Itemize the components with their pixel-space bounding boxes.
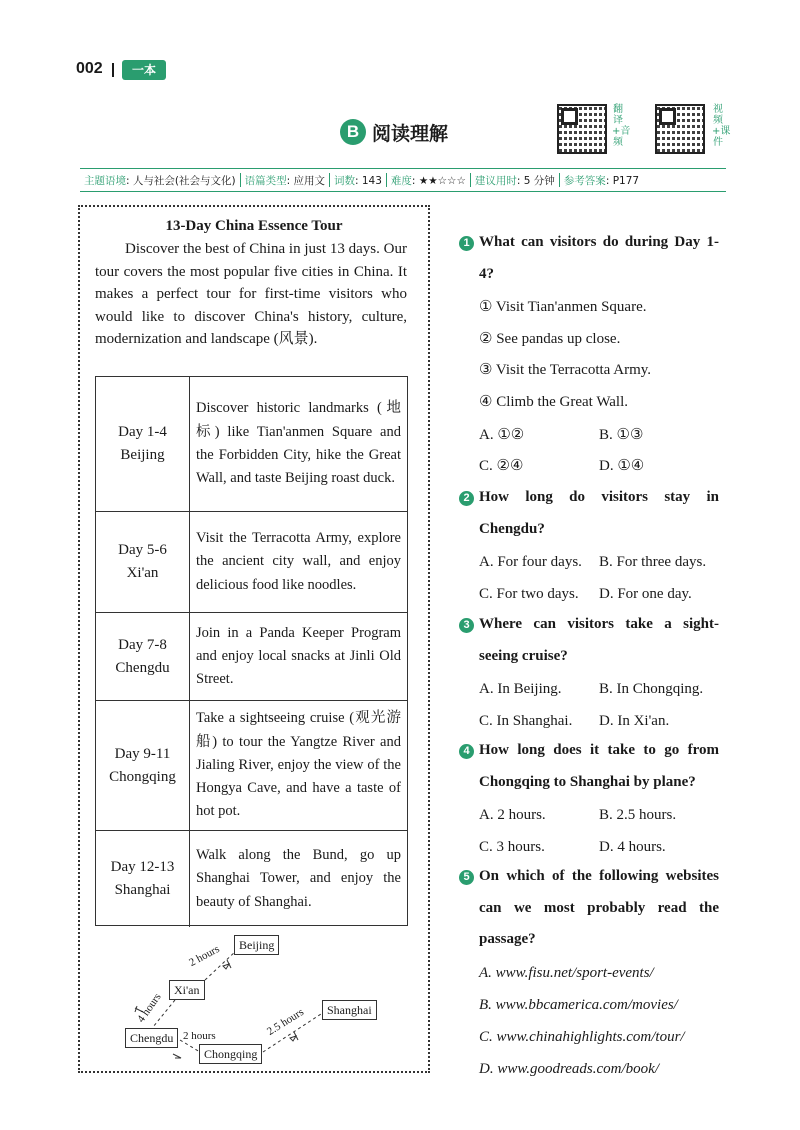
schedule-day-cell: Day 7-8 Chengdu [96, 613, 190, 700]
schedule-day-cell: Day 9-11 Chongqing [96, 701, 190, 830]
table-row [96, 512, 407, 613]
table-row [96, 831, 407, 927]
answer-option-c[interactable]: C. 3 hours. [479, 839, 545, 855]
meta-answer-ref: 参考答案: P177 [563, 174, 640, 187]
answer-option-d[interactable]: D. For one day. [599, 586, 692, 602]
schedule-desc-cell: Walk along the Bund, go up Shanghai Tower, and enjoy the beauty of Shanghai. [196, 847, 401, 910]
section-badge: B [340, 119, 366, 145]
answer-option-a[interactable]: A. ①② [479, 427, 525, 443]
meta-suggested-time: 建议用时: 5 分钟 [474, 174, 555, 187]
schedule-desc-cell: Visit the Terracotta Army, explore the ancient city wall, and enjoy delicious food like noodles. [196, 530, 401, 593]
city-chengdu: Chengdu [125, 1028, 178, 1048]
route-label: 2 hours [187, 943, 222, 969]
city-beijing: Beijing [234, 935, 279, 955]
statement-item: ③ Visit the Terracotta Army. [479, 362, 652, 378]
answer-option-d[interactable]: D. www.goodreads.com/book/ [479, 1061, 659, 1077]
question-number-badge: 4 [459, 744, 474, 759]
table-row [96, 613, 407, 701]
city-chongqing: Chongqing [199, 1044, 262, 1064]
question-stem: What can visitors do during Day 1-4? [479, 234, 719, 282]
brand-logo: 一本 [122, 60, 166, 80]
answer-option-c[interactable]: C. ②④ [479, 458, 524, 474]
answer-option-a[interactable]: A. www.fisu.net/sport-events/ [479, 965, 654, 981]
question-stem: How long does it take to go from Chongqing to Shanghai by plane? [479, 742, 719, 790]
city-shanghai: Shanghai [322, 1000, 377, 1020]
statement-item: ① Visit Tian'anmen Square. [479, 299, 647, 315]
answer-option-c[interactable]: C. In Shanghai. [479, 713, 573, 729]
question-stem: How long do visitors stay in Chengdu? [479, 489, 719, 537]
answer-option-d[interactable]: D. ①④ [599, 458, 645, 474]
passage-title: 13-Day China Essence Tour [165, 218, 343, 234]
route-label: 4 hours [135, 991, 164, 1025]
page-number: 002 [76, 60, 103, 77]
table-row [96, 377, 407, 512]
qr-label-translation: 翻译+音频 [612, 104, 631, 148]
meta-word-count: 词数: 143 [333, 174, 382, 187]
qr-code-translation-icon[interactable] [557, 104, 607, 154]
city-xian: Xi'an [169, 980, 205, 1000]
answer-option-d[interactable]: D. 4 hours. [599, 839, 666, 855]
answer-option-a[interactable]: A. For four days. [479, 554, 582, 570]
meta-difficulty: 难度: ★★☆☆☆ [390, 174, 466, 187]
passage-intro: Discover the best of China in just 13 days. Our tour covers the most popular five cities in China. It makes a perfect tour for first-time visitors who would like to discover China's history, culture, modernization and landscape (风景). [95, 241, 407, 348]
statement-item: ② See pandas up close. [479, 331, 621, 347]
schedule-desc-cell: Discover historic landmarks (地标) like Tian'anmen Square and the Forbidden City, hike the Great Wall, and taste Beijing roast duck. [196, 400, 401, 487]
answer-option-b[interactable]: B. ①③ [599, 427, 644, 443]
route-label: 2 hours [183, 1030, 216, 1042]
schedule-day-cell: Day 12-13 Shanghai [96, 831, 190, 927]
question-stem: Where can visitors take a sight-seeing cruise? [479, 616, 719, 664]
meta-topic: 主题语境: 人与社会(社会与文化) [84, 174, 236, 187]
meta-bar [80, 168, 726, 192]
plane-icon [290, 1032, 298, 1041]
schedule-desc-cell: Join in a Panda Keeper Program and enjoy local snacks at Jinli Old Street. [196, 624, 401, 688]
train-icon [173, 1054, 181, 1058]
schedule-desc-cell: Take a sightseeing cruise (观光游船) to tour the Yangtze River and Jialing River, enjoy the view of the Hongya Cave, and have a taste of hot pot. [196, 710, 401, 820]
answer-option-c[interactable]: C. For two days. [479, 586, 579, 602]
question-stem: On which of the following websites can we most probably read the passage? [479, 868, 719, 947]
schedule-day-cell: Day 5-6 Xi'an [96, 512, 190, 612]
answer-option-b[interactable]: B. 2.5 hours. [599, 807, 677, 823]
statement-item: ④ Climb the Great Wall. [479, 394, 629, 410]
answer-option-a[interactable]: A. 2 hours. [479, 807, 546, 823]
question-number-badge: 1 [459, 236, 474, 251]
qr-code-video-icon[interactable] [655, 104, 705, 154]
answer-option-c[interactable]: C. www.chinahighlights.com/tour/ [479, 1029, 685, 1045]
route-map [95, 930, 395, 1070]
qr-label-video: 视频+课件 [712, 104, 731, 148]
question-number-badge: 2 [459, 491, 474, 506]
answer-option-b[interactable]: B. www.bbcamerica.com/movies/ [479, 997, 678, 1013]
question-number-badge: 5 [459, 870, 474, 885]
table-row [96, 701, 407, 831]
answer-option-d[interactable]: D. In Xi'an. [599, 713, 670, 729]
page-number-divider [112, 63, 114, 77]
route-label: 2.5 hours [264, 1006, 307, 1038]
answer-option-b[interactable]: B. In Chongqing. [599, 681, 704, 697]
question-number-badge: 3 [459, 618, 474, 633]
schedule-day-cell: Day 1-4 Beijing [96, 377, 190, 511]
answer-option-b[interactable]: B. For three days. [599, 554, 707, 570]
answer-option-a[interactable]: A. In Beijing. [479, 681, 562, 697]
section-title: 阅读理解 [372, 123, 449, 145]
schedule-table [95, 376, 408, 926]
meta-genre: 语篇类型: 应用文 [244, 174, 325, 187]
